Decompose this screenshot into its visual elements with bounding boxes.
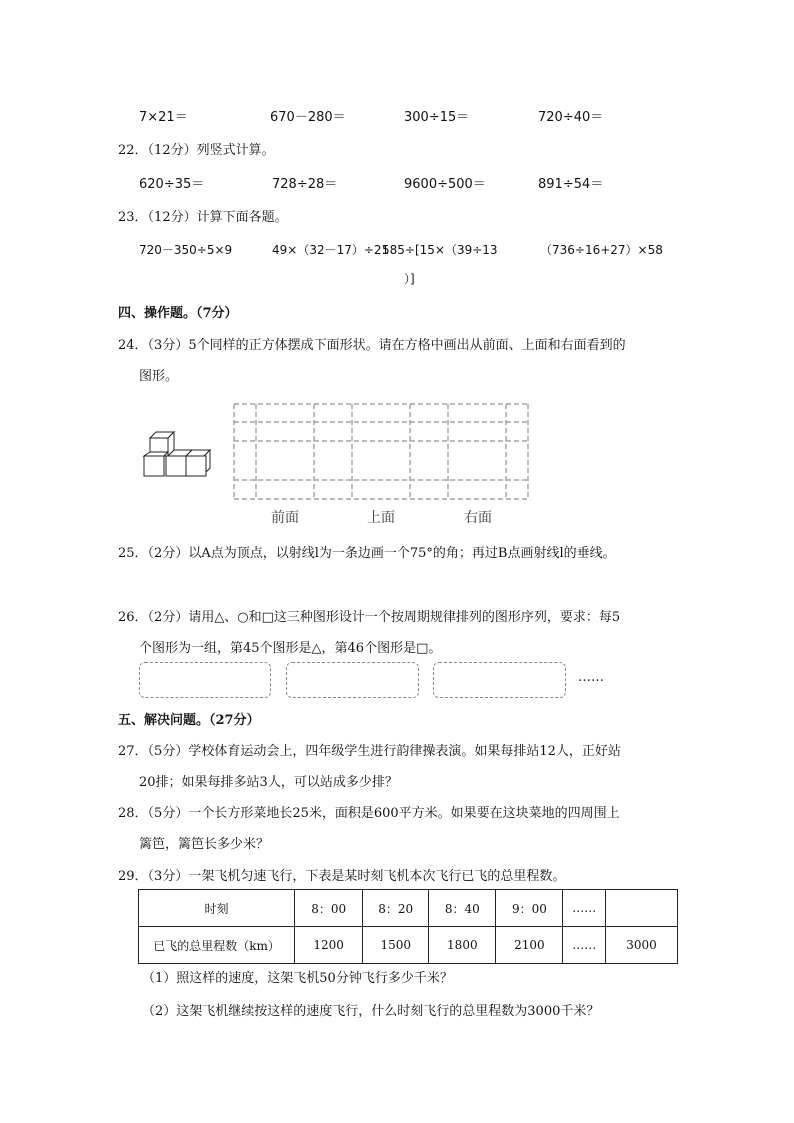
q22-label: 22．（12分）列竖式计算。 [118, 143, 275, 158]
table-cell: …… [563, 890, 606, 927]
table-cell [605, 890, 677, 927]
table-cell: 3000 [605, 927, 677, 964]
table-cell: 1800 [429, 927, 496, 964]
mileage-table [138, 889, 678, 964]
q29-label: 29．（3分）一架飞机匀速飞行，下表是某时刻飞机本次飞行已飞的总里程数。 [118, 869, 566, 884]
q27-text-cont: 20排；如果每排多站3人，可以站成多少排？ [139, 775, 398, 790]
mental-calc-item: 300÷15＝ [404, 110, 470, 125]
view-label-top: 上面 [367, 510, 395, 526]
q22-item: 620÷35＝ [139, 177, 205, 192]
table-cell: 9：00 [496, 890, 563, 927]
table-cell: 2100 [496, 927, 563, 964]
view-label-right: 右面 [464, 510, 492, 526]
view-label-front: 前面 [271, 510, 299, 526]
mental-calc-item: 670－280＝ [270, 110, 346, 125]
q28-text-cont: 篱笆，篱笆长多少米？ [139, 837, 270, 852]
answer-box[interactable] [139, 662, 271, 698]
table-cell: 1500 [363, 927, 429, 964]
q29-sub1: （1）照这样的速度，这架飞机50分钟飞行多少千米？ [142, 971, 453, 986]
answer-box[interactable] [433, 662, 566, 698]
q23-item: 585÷[15×（39÷13 [382, 243, 498, 257]
q26-text: 26．（2分）请用△、○和□这三种图形设计一个按周期规律排列的图形序列，要求：每5 [118, 610, 621, 625]
mental-calc-item: 720÷40＝ [538, 110, 604, 125]
table-cell: 8：00 [295, 890, 363, 927]
table-row [139, 927, 678, 964]
q27-text: 27．（5分）学校体育运动会上，四年级学生进行韵律操表演。如果每排站12人，正好站 [118, 744, 621, 759]
q23-item: 49×（32－17）÷21 [272, 243, 390, 257]
q28-text: 28．（5分）一个长方形菜地长25米，面积是600平方米。如果要在这块菜地的四周围上 [118, 806, 620, 821]
cube-figure [138, 428, 218, 486]
q23-item: 720－350÷5×9 [139, 243, 233, 257]
q23-item-continuation: ）] [404, 272, 415, 286]
answer-box[interactable] [286, 662, 419, 698]
view-drawing-grid [230, 400, 532, 506]
table-header-cell: 已飞的总里程数（km） [139, 927, 295, 964]
sequence-ellipsis: …… [578, 670, 604, 685]
q26-text-cont: 个图形为一组，第45个图形是△，第46个图形是□。 [139, 641, 442, 656]
q24-text: 24．（3分）5个同样的正方体摆成下面形状。请在方格中画出从前面、上面和右面看到的 [118, 338, 626, 353]
q22-item: 9600÷500＝ [404, 177, 486, 192]
q22-item: 728÷28＝ [272, 177, 338, 192]
section-4-heading: 四、操作题。（7分） [118, 306, 238, 321]
table-row [139, 890, 678, 927]
q23-item: （736÷16+27）×58 [540, 243, 663, 257]
table-cell: …… [563, 927, 606, 964]
q25-text: 25．（2分）以A点为顶点，以射线l为一条边画一个75°的角；再过B点画射线l的垂线。 [118, 546, 616, 561]
q23-label: 23．（12分）计算下面各题。 [118, 210, 288, 225]
q29-sub2: （2）这架飞机继续按这样的速度飞行，什么时刻飞行的总里程数为3000千米？ [142, 1004, 600, 1019]
table-cell: 8：20 [363, 890, 429, 927]
q24-text-cont: 图形。 [139, 369, 179, 384]
table-header-cell: 时刻 [139, 890, 295, 927]
section-5-heading: 五、解决问题。（27分） [118, 713, 260, 728]
table-cell: 1200 [295, 927, 363, 964]
mental-calc-item: 7×21＝ [139, 110, 188, 125]
q22-item: 891÷54＝ [538, 177, 604, 192]
table-cell: 8：40 [429, 890, 496, 927]
